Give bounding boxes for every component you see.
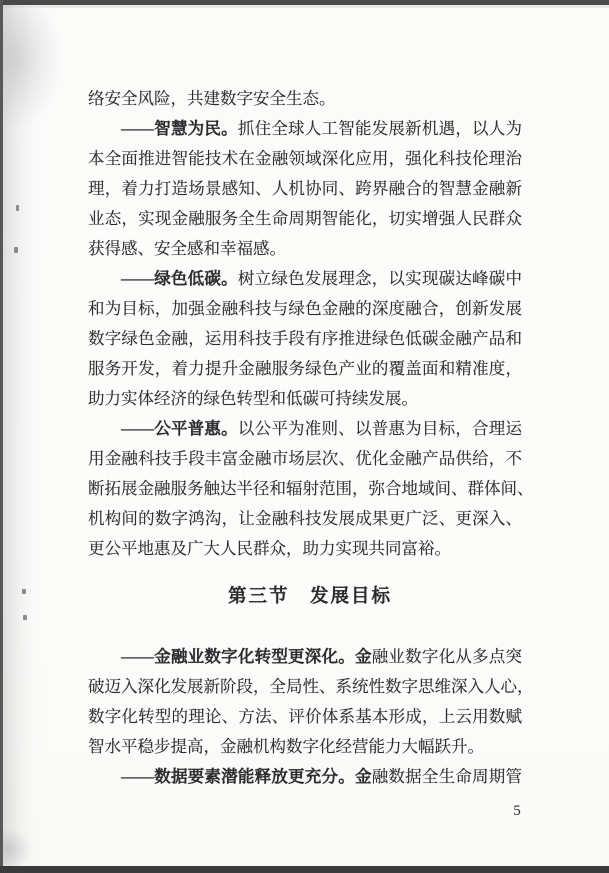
scan-speck	[16, 205, 19, 211]
text-line: 更公平地惠及广大人民群众，助力实现共同富裕。	[88, 539, 451, 558]
text-line	[88, 414, 522, 444]
paragraph	[88, 264, 522, 414]
scan-smudge-top-left	[3, 8, 61, 128]
text-line: 数字绿色金融，运用科技手段有序推进绿色低碳金融产品和	[88, 329, 522, 348]
text-line	[88, 264, 522, 294]
text-line: 服务开发，着力提升金融服务绿色产业的覆盖面和精准度，	[88, 359, 522, 378]
line-text: 以公平为准则、以普惠为目标，合理运	[237, 419, 523, 438]
text-line: 破迈入深化发展新阶段，全局性、系统性数字思维深入人心，	[88, 677, 534, 696]
text-line: 智水平稳步提高，金融机构数字化经营能力大幅跃升。	[88, 737, 484, 756]
page-number: 5	[513, 803, 521, 819]
paragraph	[88, 114, 522, 264]
scan-edge-bottom	[0, 866, 609, 873]
paragraph-lead: ——智慧为民。	[121, 119, 238, 138]
scan-edge-left	[0, 0, 3, 873]
scan-speck	[22, 589, 26, 594]
paragraph	[88, 414, 534, 564]
text-line: 机构间的数字鸿沟，让金融科技发展成果更广泛、更深入、	[88, 509, 522, 528]
text-line	[88, 762, 522, 792]
text-line: 本全面推进智能技术在金融领域深化应用，强化科技伦理治	[88, 149, 522, 168]
line-text: 树立绿色发展理念，以实现碳达峰碳中	[237, 269, 523, 288]
paragraph-lead: ——公平普惠。	[121, 419, 238, 438]
scan-speck	[23, 615, 27, 620]
text-line: 断拓展金融服务触达半径和辐射范围，弥合地域间、群体间、	[88, 479, 534, 498]
text-line: 理，着力打造场景感知、人机协同、跨界融合的智慧金融新	[88, 179, 522, 198]
paragraph-lead: ——绿色低碳。	[121, 269, 238, 288]
text-line: 络安全风险，共建数字安全生态。	[88, 89, 336, 108]
scan-speck	[14, 247, 18, 253]
scan-edge-top-soft	[0, 5, 609, 8]
text-line: 助力实体经济的绿色转型和低碳可持续发展。	[88, 389, 418, 408]
line-text: 融数据全生命周期管	[371, 767, 523, 786]
paragraph	[88, 642, 534, 762]
line-text: 抓住全球人工智能发展新机遇，以人为	[237, 119, 523, 138]
paragraph	[88, 84, 522, 114]
text-line	[88, 642, 522, 672]
text-line: 和为目标，加强金融科技与绿色金融的深度融合，创新发展	[88, 299, 522, 318]
line-text: 融业数字化从多点突	[371, 647, 523, 666]
paragraph-lead: ——金融业数字化转型更深化。金	[121, 647, 372, 666]
paragraph-lead: ——数据要素潜能释放更充分。金	[121, 767, 372, 786]
text-line: 获得感、安全感和幸福感。	[88, 239, 286, 258]
document-body	[88, 84, 534, 792]
scan-smudge-bottom-left	[0, 828, 32, 866]
paragraph	[88, 762, 522, 792]
text-line: 数字化转型的理论、方法、评价体系基本形成，上云用数赋	[88, 707, 522, 726]
scan-shade-left	[3, 5, 49, 866]
text-line: 业态，实现金融服务全生命周期智能化，切实增强人民群众	[88, 209, 522, 228]
text-line: 用金融科技手段丰富金融市场层次、优化金融产品供给，不	[88, 449, 522, 468]
section-heading: 第三节 发展目标	[227, 587, 392, 607]
text-line	[88, 114, 522, 144]
